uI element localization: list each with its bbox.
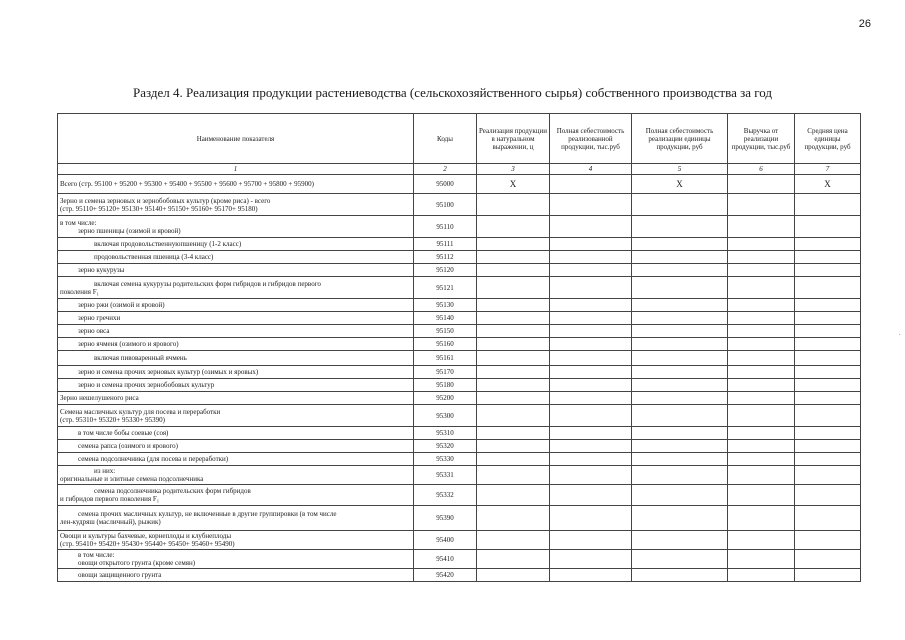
table-row	[58, 392, 861, 405]
row-code: 95161	[414, 351, 477, 366]
value-cell[interactable]	[728, 338, 795, 351]
row-label-line: зерно пшеницы (озимой и яровой)	[78, 226, 181, 235]
row-code: 95112	[414, 251, 477, 264]
value-cell[interactable]	[795, 338, 861, 351]
value-cell[interactable]	[632, 312, 728, 325]
table-row	[58, 264, 861, 277]
row-label-line: семена прочих масличных культур, не включенные в другие группировки (в том числе	[78, 510, 337, 518]
row-label-line: из них:	[94, 467, 116, 475]
column-number: 5	[632, 164, 728, 175]
row-label	[58, 392, 414, 405]
value-cell[interactable]	[477, 453, 550, 466]
value-cell[interactable]	[795, 366, 861, 379]
value-cell[interactable]	[728, 392, 795, 405]
report-table	[57, 113, 861, 582]
row-code: 95140	[414, 312, 477, 325]
row-label	[58, 485, 414, 506]
row-code: 95120	[414, 264, 477, 277]
value-cell[interactable]	[550, 299, 632, 312]
row-label-line: Зерно и семена зерновых и зернобобовых культур (кроме риса) - всего	[60, 196, 271, 205]
value-cell[interactable]	[795, 506, 861, 531]
value-cell[interactable]	[477, 379, 550, 392]
row-label-line: включая продовольственнуюпшеницу (1-2 класс)	[94, 240, 242, 248]
row-code: 95121	[414, 277, 477, 299]
value-cell[interactable]	[632, 392, 728, 405]
table-row	[58, 216, 861, 238]
column-number: 6	[728, 164, 795, 175]
table-row	[58, 569, 861, 582]
row-code: 95100	[414, 194, 477, 216]
table-row	[58, 379, 861, 392]
value-cell[interactable]	[550, 366, 632, 379]
row-label	[58, 325, 414, 338]
row-label-line: овощи открытого грунта (кроме семян)	[78, 559, 196, 567]
row-code: 95320	[414, 440, 477, 453]
header-avg-price: Средняя цена единицы продукции, руб	[795, 114, 861, 164]
value-cell[interactable]	[795, 238, 861, 251]
value-cell[interactable]	[550, 569, 632, 582]
column-number: 3	[477, 164, 550, 175]
value-cell[interactable]	[795, 194, 861, 216]
row-code: 95420	[414, 569, 477, 582]
value-cell[interactable]	[550, 550, 632, 569]
page-number: 26	[858, 18, 871, 30]
row-label-line: (стр. 95110+ 95120+ 95130+ 95140+ 95150+ 95160+ 95170+ 95180)	[60, 204, 258, 213]
value-cell[interactable]	[632, 251, 728, 264]
value-cell[interactable]	[477, 299, 550, 312]
row-code: 95400	[414, 531, 477, 550]
value-cell[interactable]	[550, 312, 632, 325]
value-cell[interactable]	[728, 506, 795, 531]
value-cell[interactable]	[632, 453, 728, 466]
row-label	[58, 453, 414, 466]
value-cell[interactable]	[728, 453, 795, 466]
value-cell[interactable]	[550, 427, 632, 440]
value-cell[interactable]	[795, 453, 861, 466]
value-cell[interactable]	[550, 194, 632, 216]
value-cell[interactable]	[728, 325, 795, 338]
value-cell[interactable]	[632, 405, 728, 427]
value-cell[interactable]	[728, 466, 795, 485]
value-cell[interactable]	[477, 238, 550, 251]
row-label-line: семена рапса (озимого и ярового)	[78, 442, 178, 450]
value-cell[interactable]	[550, 466, 632, 485]
value-cell[interactable]	[550, 351, 632, 366]
row-label	[58, 251, 414, 264]
value-cell[interactable]	[550, 251, 632, 264]
row-label-line: Зерно нешелушеного риса	[60, 394, 139, 402]
value-cell[interactable]	[477, 312, 550, 325]
value-cell[interactable]	[632, 531, 728, 550]
value-cell[interactable]	[550, 453, 632, 466]
value-cell[interactable]	[795, 312, 861, 325]
table-row	[58, 238, 861, 251]
value-cell[interactable]	[477, 531, 550, 550]
row-label	[58, 277, 414, 299]
value-cell[interactable]	[550, 392, 632, 405]
value-cell[interactable]	[632, 466, 728, 485]
value-cell[interactable]	[795, 392, 861, 405]
value-cell[interactable]	[477, 485, 550, 506]
row-label-line: зерно и семена прочих зернобобовых культур	[78, 381, 215, 389]
value-cell[interactable]	[477, 427, 550, 440]
value-cell[interactable]	[632, 277, 728, 299]
row-label-line: зерно кукурузы	[78, 266, 125, 274]
value-cell[interactable]	[632, 366, 728, 379]
value-cell[interactable]	[728, 264, 795, 277]
row-label	[58, 440, 414, 453]
row-label	[58, 379, 414, 392]
value-cell[interactable]	[795, 485, 861, 506]
value-cell[interactable]	[550, 264, 632, 277]
row-label	[58, 427, 414, 440]
row-label-line: оригинальные и элитные семена подсолнечника	[60, 475, 204, 483]
value-cell[interactable]: X	[632, 175, 728, 194]
value-cell[interactable]	[728, 366, 795, 379]
row-label	[58, 216, 414, 238]
value-cell[interactable]	[477, 506, 550, 531]
row-label	[58, 175, 414, 194]
row-label	[58, 351, 414, 366]
value-cell[interactable]	[632, 440, 728, 453]
table-row	[58, 277, 861, 299]
header-unit-cost: Полная себестоимость реализации единицы продукции, руб	[632, 114, 728, 164]
row-code: 95410	[414, 550, 477, 569]
row-label	[58, 466, 414, 485]
row-code: 95111	[414, 238, 477, 251]
value-cell[interactable]	[728, 238, 795, 251]
value-cell[interactable]	[477, 550, 550, 569]
row-label	[58, 194, 414, 216]
row-label	[58, 405, 414, 427]
row-label-line: семена подсолнечника (для посева и переработки)	[78, 455, 229, 463]
row-label-line: включая семена кукурузы родительских форм гибридов и гибридов первого	[94, 279, 321, 288]
value-cell[interactable]	[728, 175, 795, 194]
value-cell[interactable]	[477, 392, 550, 405]
value-cell[interactable]	[477, 194, 550, 216]
row-label	[58, 338, 414, 351]
row-code: 95150	[414, 325, 477, 338]
value-cell[interactable]	[795, 569, 861, 582]
value-cell[interactable]	[728, 194, 795, 216]
row-code: 95000	[414, 175, 477, 194]
header-quantity: Реализация продукции в натуральном выражении, ц	[477, 114, 550, 164]
value-cell[interactable]	[728, 485, 795, 506]
row-code: 95300	[414, 405, 477, 427]
column-number: 1	[58, 164, 414, 175]
value-cell[interactable]	[795, 405, 861, 427]
row-label-line: Семена масличных культур для посева и переработки	[60, 407, 221, 416]
value-cell[interactable]	[550, 379, 632, 392]
row-label	[58, 506, 414, 531]
row-label-line: зерно ячменя (озимого и ярового)	[78, 340, 179, 348]
table-row	[58, 550, 861, 569]
table-row	[58, 194, 861, 216]
column-number-row	[58, 164, 861, 175]
value-cell[interactable]	[477, 405, 550, 427]
value-cell[interactable]	[477, 264, 550, 277]
table-row	[58, 405, 861, 427]
row-code: 95180	[414, 379, 477, 392]
value-cell[interactable]	[795, 351, 861, 366]
value-cell[interactable]	[795, 251, 861, 264]
value-cell[interactable]	[477, 569, 550, 582]
row-label-line: в том числе:	[78, 551, 115, 559]
table-row	[58, 531, 861, 550]
value-cell[interactable]	[632, 238, 728, 251]
value-cell[interactable]	[550, 506, 632, 531]
value-cell[interactable]: X	[795, 175, 861, 194]
value-cell[interactable]	[632, 379, 728, 392]
value-cell[interactable]	[477, 351, 550, 366]
row-label-line: (стр. 95410+ 95420+ 95430+ 95440+ 95450+ 95460+ 95490)	[60, 540, 235, 548]
edge-mark: ·	[898, 330, 901, 339]
row-label-line: лен-кудряш (масличный), рыжик)	[60, 518, 161, 526]
value-cell[interactable]	[795, 466, 861, 485]
row-label-line: продовольственная пшеница (3-4 класс)	[94, 253, 214, 261]
row-code: 95310	[414, 427, 477, 440]
value-cell[interactable]	[550, 531, 632, 550]
value-cell[interactable]	[728, 299, 795, 312]
header-codes: Коды	[414, 114, 477, 164]
value-cell[interactable]	[632, 194, 728, 216]
table-body	[58, 175, 861, 582]
header-total-cost: Полная себестоимость реализованной продукции, тыс.руб	[550, 114, 632, 164]
value-cell[interactable]	[728, 427, 795, 440]
row-code: 95130	[414, 299, 477, 312]
value-cell[interactable]	[550, 175, 632, 194]
row-label	[58, 312, 414, 325]
value-cell[interactable]	[632, 338, 728, 351]
header-row	[58, 114, 861, 164]
value-cell[interactable]	[550, 440, 632, 453]
value-cell[interactable]	[477, 277, 550, 299]
table-row	[58, 485, 861, 506]
header-revenue: Выручка от реализации продукции, тыс.руб	[728, 114, 795, 164]
value-cell[interactable]	[795, 264, 861, 277]
section-title: Раздел 4. Реализация продукции растениеводства (сельскохозяйственного сырья) собственного производства за год	[132, 85, 772, 100]
row-code: 95160	[414, 338, 477, 351]
value-cell[interactable]	[477, 325, 550, 338]
row-label-line: Овощи и культуры бахчевые, корнеплоды и клубнеплоды	[60, 532, 232, 540]
value-cell[interactable]	[728, 569, 795, 582]
value-cell[interactable]	[795, 277, 861, 299]
value-cell[interactable]	[728, 405, 795, 427]
row-label-line: зерно ржи (озимой и яровой)	[78, 301, 165, 309]
row-label-line: зерно овса	[78, 327, 110, 335]
value-cell[interactable]	[632, 351, 728, 366]
value-cell[interactable]	[795, 216, 861, 238]
value-cell[interactable]	[795, 550, 861, 569]
row-code: 95200	[414, 392, 477, 405]
value-cell[interactable]	[632, 569, 728, 582]
table-row	[58, 506, 861, 531]
row-label-line: поколения F₁	[60, 287, 100, 296]
value-cell[interactable]	[728, 531, 795, 550]
header-name: Наименование показателя	[58, 114, 414, 164]
row-label-line: в том числе:	[60, 218, 97, 227]
value-cell[interactable]	[795, 427, 861, 440]
value-cell[interactable]	[550, 238, 632, 251]
value-cell[interactable]	[550, 325, 632, 338]
value-cell[interactable]	[632, 550, 728, 569]
value-cell[interactable]	[795, 325, 861, 338]
value-cell[interactable]	[550, 405, 632, 427]
row-label-line: зерно и семена прочих зерновых культур (озимых и яровых)	[78, 368, 259, 376]
row-label-line: в том числе бобы соевые (соя)	[78, 429, 169, 437]
value-cell[interactable]	[632, 299, 728, 312]
row-label-line: семена подсолнечника родительских форм гибридов	[94, 487, 251, 495]
value-cell[interactable]	[728, 312, 795, 325]
column-number: 2	[414, 164, 477, 175]
value-cell[interactable]	[550, 338, 632, 351]
table-row	[58, 299, 861, 312]
value-cell[interactable]	[477, 366, 550, 379]
value-cell[interactable]	[795, 440, 861, 453]
row-label	[58, 550, 414, 569]
value-cell[interactable]	[728, 550, 795, 569]
table-row	[58, 251, 861, 264]
value-cell[interactable]	[795, 379, 861, 392]
row-label-line: включая пивоваренный ячмень	[94, 354, 187, 362]
row-code: 95330	[414, 453, 477, 466]
value-cell[interactable]	[477, 440, 550, 453]
row-code: 95331	[414, 466, 477, 485]
table-row	[58, 175, 861, 194]
table-row	[58, 351, 861, 366]
value-cell[interactable]	[477, 338, 550, 351]
value-cell[interactable]	[550, 277, 632, 299]
table-row	[58, 338, 861, 351]
table-row	[58, 466, 861, 485]
row-code: 95170	[414, 366, 477, 379]
value-cell[interactable]	[632, 216, 728, 238]
value-cell[interactable]	[550, 485, 632, 506]
row-label-line: зерно гречихи	[78, 314, 121, 322]
value-cell[interactable]	[728, 216, 795, 238]
table-row	[58, 312, 861, 325]
value-cell[interactable]	[728, 351, 795, 366]
table-row	[58, 440, 861, 453]
value-cell[interactable]	[477, 466, 550, 485]
value-cell[interactable]	[795, 299, 861, 312]
value-cell[interactable]	[795, 531, 861, 550]
value-cell[interactable]	[632, 427, 728, 440]
value-cell[interactable]	[728, 379, 795, 392]
row-label	[58, 531, 414, 550]
row-code: 95390	[414, 506, 477, 531]
column-number: 7	[795, 164, 861, 175]
value-cell[interactable]	[550, 216, 632, 238]
value-cell[interactable]	[632, 506, 728, 531]
table-row	[58, 427, 861, 440]
value-cell[interactable]	[632, 264, 728, 277]
value-cell[interactable]	[632, 325, 728, 338]
value-cell[interactable]	[728, 251, 795, 264]
row-label-line: овощи защищенного грунта	[78, 571, 162, 579]
table-row	[58, 325, 861, 338]
value-cell[interactable]	[728, 277, 795, 299]
row-label	[58, 238, 414, 251]
row-label	[58, 569, 414, 582]
value-cell[interactable]	[728, 440, 795, 453]
table-row	[58, 453, 861, 466]
value-cell[interactable]: X	[477, 175, 550, 194]
value-cell[interactable]	[632, 485, 728, 506]
row-code: 95332	[414, 485, 477, 506]
row-label-line: Всего (стр. 95100 + 95200 + 95300 + 95400 + 95500 + 95600 + 95700 + 95800 + 95900)	[60, 180, 314, 188]
row-label	[58, 299, 414, 312]
value-cell[interactable]	[477, 216, 550, 238]
column-number: 4	[550, 164, 632, 175]
table-row	[58, 366, 861, 379]
row-label-line: (стр. 95310+ 95320+ 95330+ 95390)	[60, 415, 166, 424]
row-label	[58, 264, 414, 277]
row-code: 95110	[414, 216, 477, 238]
row-label	[58, 366, 414, 379]
row-label-line: и гибридов первого поколения F₁	[60, 495, 160, 503]
value-cell[interactable]	[477, 251, 550, 264]
